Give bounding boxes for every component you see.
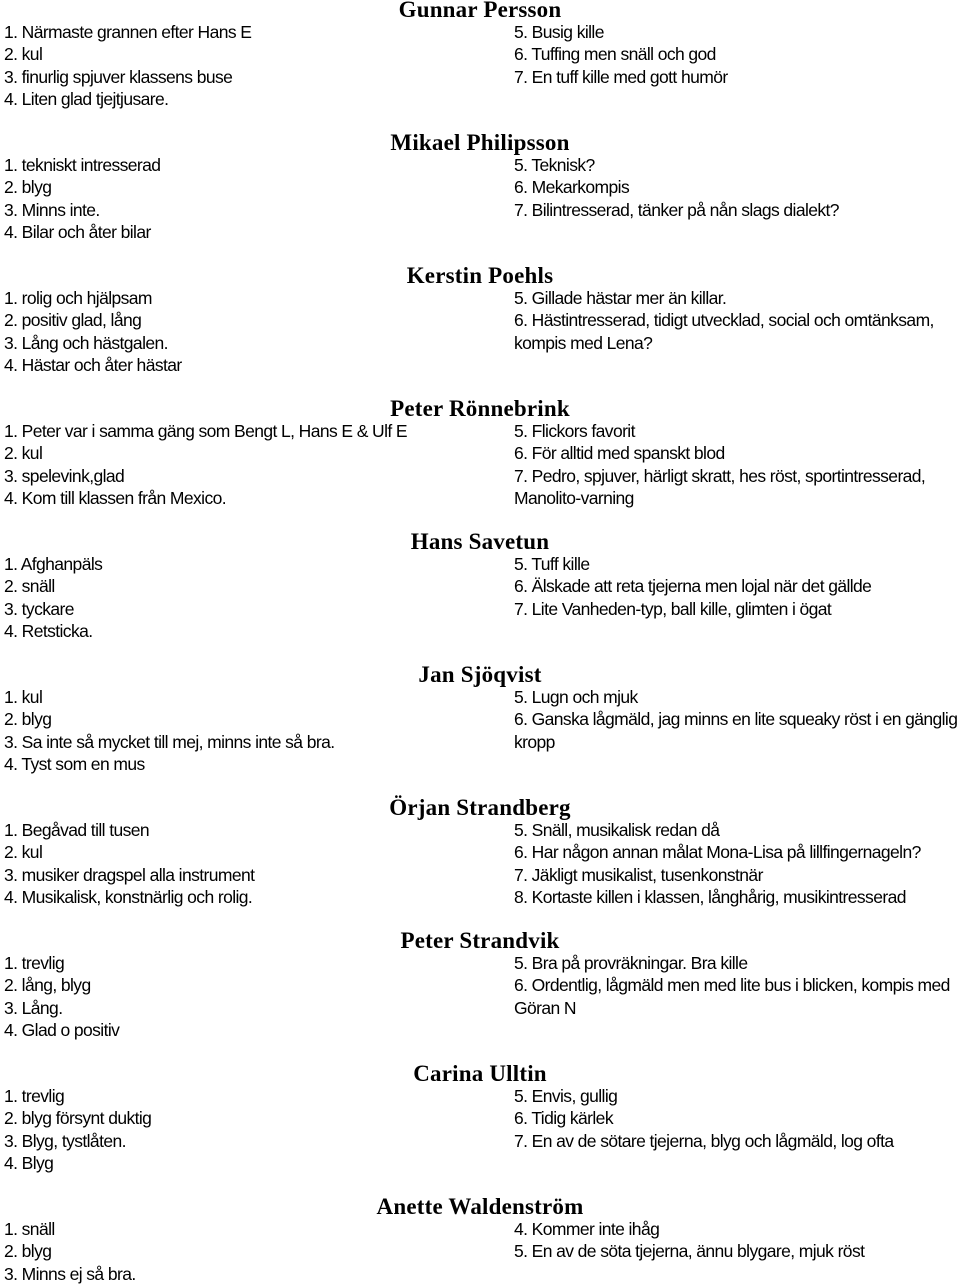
comment-line: 4. Hästar och åter hästar [4,355,182,376]
comment-line: 4. Glad o positiv [4,1020,120,1041]
comment-line: 5. Tuff kille [514,554,590,574]
comments-left-column [4,420,504,510]
comments-left-column [4,21,504,111]
comment-line: 5. En av de söta tjejerna, ännu blygare, mjuk röst [514,1241,865,1262]
comments-right-column [514,686,960,753]
comments-right-column [514,21,960,88]
person-name-heading: Carina Ulltin [413,1061,547,1086]
comment-line: 4. Musikalisk, konstnärlig och rolig. [4,887,253,908]
comment-line: 3. Blyg, tystlåten. [4,1130,126,1151]
comment-line: 7. Lite Vanheden-typ, ball kille, glimten i ögat [514,598,832,619]
comment-line: 4. Tyst som en mus [4,754,145,775]
comment-line: Manolito-varning [514,488,634,509]
comments-left-column [4,1218,504,1285]
comment-line: 5. Teknisk? [514,155,595,175]
comments-left-column [4,952,504,1042]
comment-line: 8. Kortaste killen i klassen, långhårig, musikintresserad [514,887,906,908]
person-name-heading: Anette Waldenström [376,1194,584,1219]
comment-line: 2. positiv glad, lång [4,310,142,331]
comment-line: 7. Jäkligt musikalist, tusenkonstnär [514,864,763,885]
comment-line: 3. Minns inte. [4,199,100,220]
comments-right-column [514,287,960,354]
comment-line: 1. Begåvad till tusen [4,820,150,840]
comments-right-column [514,952,960,1019]
comment-line: 6. Älskade att reta tjejerna men lojal när det gällde [514,576,872,597]
comment-line: 6. Hästintresserad, tidigt utvecklad, social och omtänksam, [514,310,934,331]
person-name-heading: Peter Rönnebrink [390,396,570,421]
comments-left-column [4,686,504,776]
person-name-heading: Örjan Strandberg [389,795,571,820]
comment-line: 5. Envis, gullig [514,1086,618,1106]
comments-left-column [4,154,504,244]
comments-right-column [514,819,960,909]
comment-line: 1. Peter var i samma gäng som Bengt L, Hans E & Ulf E [4,421,407,441]
comments-right-column [514,1218,960,1263]
comment-line: 6. Ordentlig, lågmäld men med lite bus i blicken, kompis med [514,975,950,996]
comment-line: 5. Snäll, musikalisk redan då [514,820,720,840]
comment-line: 2. lång, blyg [4,975,91,996]
comment-line: 3. Sa inte så mycket till mej, minns inte så bra. [4,731,335,752]
comment-line: 4. Retsticka. [4,621,93,642]
person-name-heading: Peter Strandvik [400,928,560,953]
comments-left-column [4,287,504,377]
comment-line: 5. Busig kille [514,22,604,42]
comment-line: 1. Afghanpäls [4,554,103,574]
comment-line: 2. snäll [4,576,55,597]
comments-right-column [514,1085,960,1152]
comment-line: 6. Tidig kärlek [514,1108,613,1129]
person-name-heading: Kerstin Poehls [406,263,554,288]
comment-line: 5. Lugn och mjuk [514,687,638,707]
comment-line: 3. Minns ej så bra. [4,1263,136,1284]
comment-line: 2. blyg försynt duktig [4,1108,152,1129]
comment-line: 7. En av de sötare tjejerna, blyg och lågmäld, log ofta [514,1130,894,1151]
comments-right-column [514,553,960,620]
comment-line: 3. tyckare [4,598,74,619]
comment-line: 1. trevlig [4,1086,65,1106]
comment-line: 3. musiker dragspel alla instrument [4,864,255,885]
comment-line: 2. kul [4,44,43,65]
comment-line: 6. Ganska lågmäld, jag minns en lite squeaky röst i en gänglig [514,709,958,730]
comment-line: 5. Flickors favorit [514,421,635,441]
person-name-heading: Jan Sjöqvist [418,662,542,687]
comment-line: 2. blyg [4,1241,52,1262]
comment-line: Göran N [514,997,576,1018]
comment-line: 6. Har någon annan målat Mona-Lisa på lillfingernageln? [514,842,921,863]
comment-line: 1. rolig och hjälpsam [4,288,152,308]
comment-line: 3. Lång. [4,997,63,1018]
comment-line: 1. trevlig [4,953,65,973]
person-name-heading: Gunnar Persson [398,0,562,22]
comment-line: 4. Liten glad tjejtjusare. [4,89,169,110]
comments-left-column [4,1085,504,1175]
comment-line: 2. kul [4,443,43,464]
comments-left-column [4,819,504,909]
comment-line: 3. Lång och hästgalen. [4,332,168,353]
comment-line: 1. tekniskt intresserad [4,155,161,175]
comment-line: 1. snäll [4,1219,55,1239]
comment-line: 7. Pedro, spjuver, härligt skratt, hes röst, sportintresserad, [514,465,926,486]
comment-line: 3. finurlig spjuver klassens buse [4,66,233,87]
comments-right-column [514,420,960,510]
comment-line: 1. kul [4,687,43,707]
comment-line: 2. blyg [4,177,52,198]
comment-line: 3. spelevink,glad [4,465,125,486]
comment-line: 6. Mekarkompis [514,177,630,198]
comment-line: 4. Kommer inte ihåg [514,1219,660,1239]
comments-left-column [4,553,504,643]
comment-line: kropp [514,731,555,752]
comment-line: 6. Tuffing men snäll och god [514,44,716,65]
comment-line: 4. Bilar och åter bilar [4,222,151,243]
person-name-heading: Mikael Philipsson [390,130,570,155]
comment-line: 5. Bra på provräkningar. Bra kille [514,953,748,973]
person-name-heading: Hans Savetun [410,529,550,554]
comments-right-column [514,154,960,221]
comment-line: 5. Gillade hästar mer än killar. [514,288,727,308]
comment-line: 6. För alltid med spanskt blod [514,443,725,464]
comment-line: 4. Kom till klassen från Mexico. [4,488,226,509]
comment-line: kompis med Lena? [514,332,653,353]
comment-line: 7. Bilintresserad, tänker på nån slags dialekt? [514,199,839,220]
comment-line: 7. En tuff kille med gott humör [514,66,728,87]
comment-line: 2. blyg [4,709,52,730]
comment-line: 4. Blyg [4,1153,54,1174]
comment-line: 2. kul [4,842,43,863]
comment-line: 1. Närmaste grannen efter Hans E [4,22,252,42]
